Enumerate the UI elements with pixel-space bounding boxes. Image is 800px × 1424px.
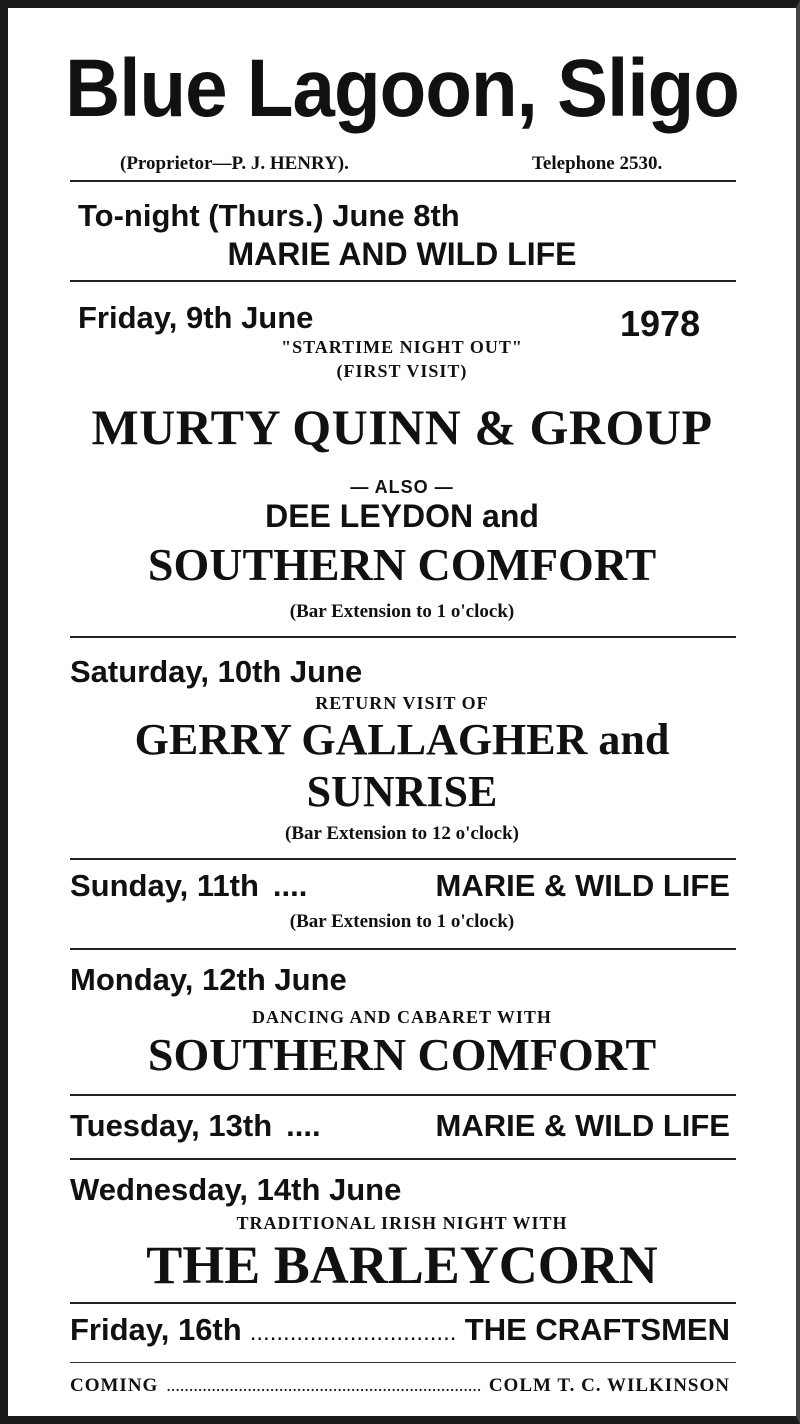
venue-title: Blue Lagoon, Sligo xyxy=(65,43,739,134)
event-row-sunday-11 xyxy=(70,870,730,901)
event-act-friday-16: THE CRAFTSMEN xyxy=(464,1312,730,1347)
event-note-saturday-10: (Bar Extension to 12 o'clock) xyxy=(285,823,519,844)
divider xyxy=(70,1158,736,1160)
event-support-2-friday-9: SOUTHERN COMFORT xyxy=(147,539,657,590)
event-support-1-friday-9: DEE LEYDON and xyxy=(265,498,539,534)
event-day-friday-16: Friday, 16th xyxy=(70,1312,242,1347)
event-day-tuesday-13: Tuesday, 13th xyxy=(70,1108,273,1143)
leader-dots: .... xyxy=(286,1108,321,1143)
event-day-sunday-11: Sunday, 11th xyxy=(70,868,259,903)
event-headliner-2-saturday-10: SUNRISE xyxy=(306,767,498,816)
event-day-wednesday-14: Wednesday, 14th June xyxy=(70,1172,402,1207)
event-note-friday-9: (Bar Extension to 1 o'clock) xyxy=(289,601,515,622)
divider xyxy=(70,858,736,860)
event-subtag-friday-9: (FIRST VISIT) xyxy=(336,361,468,381)
divider xyxy=(70,636,736,638)
divider xyxy=(70,948,736,950)
event-row-tuesday-13 xyxy=(70,1110,730,1141)
event-day-monday-12: Monday, 12th June xyxy=(70,962,347,997)
proprietor-line: (Proprietor—P. J. HENRY). xyxy=(120,153,349,174)
event-headliner-wednesday-14: THE BARLEYCORN xyxy=(146,1235,658,1295)
divider xyxy=(70,280,736,282)
event-day-saturday-10: Saturday, 10th June xyxy=(70,654,363,689)
divider xyxy=(70,1362,736,1363)
leader-dots xyxy=(166,1376,480,1394)
event-act-sunday-11: MARIE & WILD LIFE xyxy=(435,868,730,903)
year-note: 1978 xyxy=(620,303,701,344)
event-tagline-wednesday-14: TRADITIONAL IRISH NIGHT WITH xyxy=(236,1213,568,1233)
leader-dots: .... xyxy=(272,868,308,903)
divider xyxy=(70,180,736,182)
event-day-friday-9: Friday, 9th June xyxy=(78,300,314,335)
event-also-friday-9: — ALSO — xyxy=(350,477,454,497)
event-tagline-saturday-10: RETURN VISIT OF xyxy=(315,693,489,713)
event-day-tonight: To-night (Thurs.) June 8th xyxy=(78,198,460,233)
leader-dots xyxy=(250,1321,457,1345)
event-row-coming xyxy=(70,1376,730,1395)
event-tagline-monday-12: DANCING AND CABARET WITH xyxy=(252,1007,552,1027)
event-tagline-friday-9: "STARTIME NIGHT OUT" xyxy=(281,337,523,357)
event-headliner-friday-9: MURTY QUINN & GROUP xyxy=(91,399,713,455)
event-row-friday-16 xyxy=(70,1314,730,1345)
event-headliner-1-saturday-10: GERRY GALLAGHER and xyxy=(134,715,670,764)
divider xyxy=(70,1302,736,1304)
coming-act: COLM T. C. WILKINSON xyxy=(488,1375,730,1396)
event-note-sunday-11: (Bar Extension to 1 o'clock) xyxy=(289,911,515,932)
coming-label: COMING xyxy=(70,1375,159,1396)
event-act-tuesday-13: MARIE & WILD LIFE xyxy=(435,1108,730,1143)
event-act-tonight: MARIE AND WILD LIFE xyxy=(227,236,577,272)
event-headliner-monday-12: SOUTHERN COMFORT xyxy=(147,1029,657,1080)
telephone-line: Telephone 2530. xyxy=(532,153,663,174)
divider xyxy=(70,1094,736,1096)
